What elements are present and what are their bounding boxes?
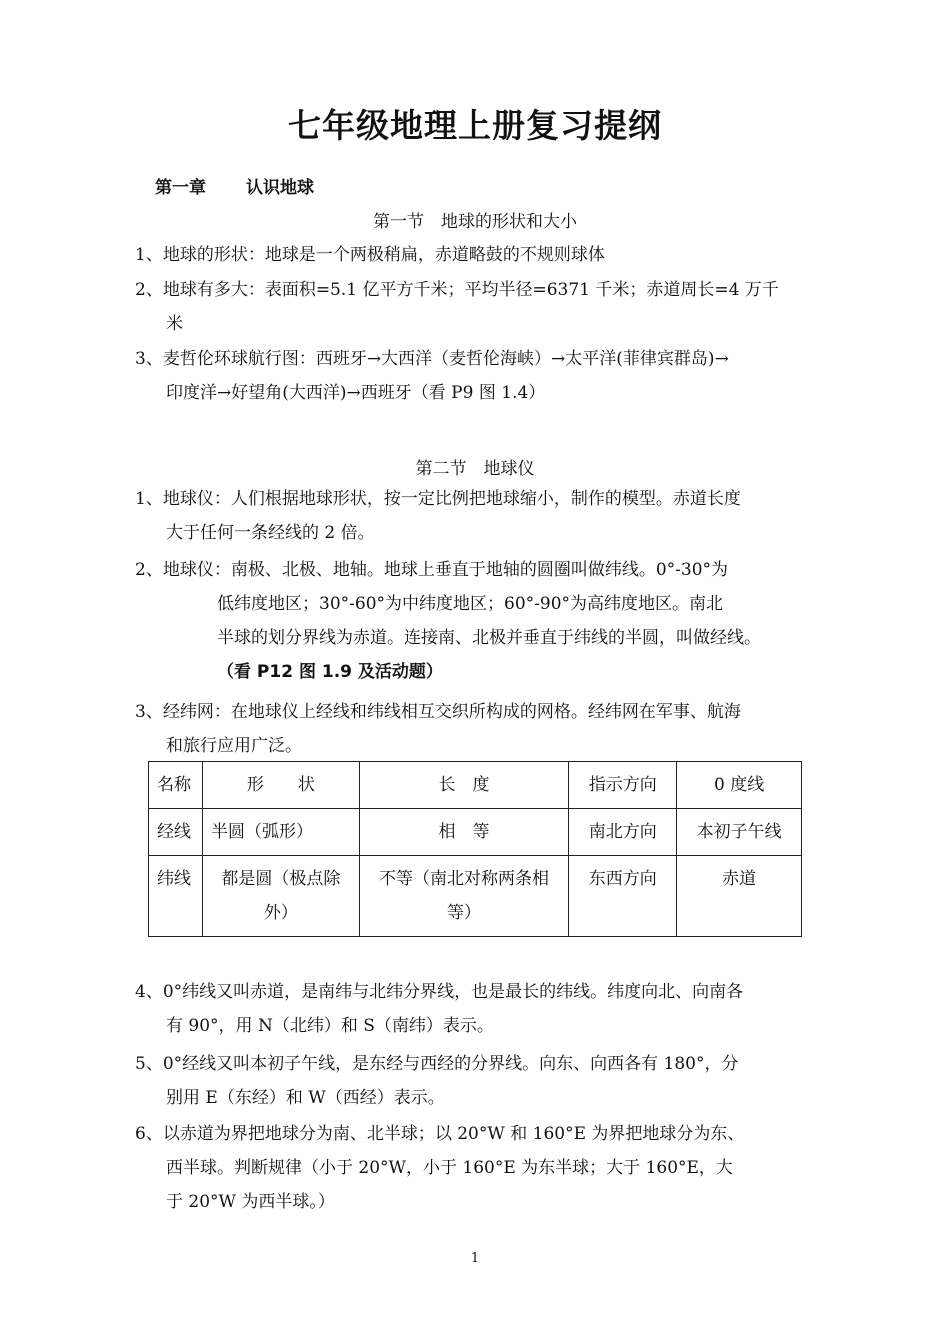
table-cell: 相 等: [359, 809, 569, 856]
page-title: 七年级地理上册复习提纲: [288, 106, 662, 145]
table-header-cell: 0 度线: [677, 762, 802, 809]
item-text: 于 20°W 为西半球。）: [166, 1192, 335, 1212]
item-text: 和旅行应用广泛。: [166, 736, 302, 756]
item-text: 米: [166, 314, 183, 334]
list-item: [135, 238, 815, 272]
chapter-number: 第一章: [155, 178, 206, 198]
table-header-cell: 名称: [149, 762, 203, 809]
table-row: [149, 856, 802, 937]
item-text: 1、地球的形状：地球是一个两极稍扁，赤道略鼓的不规则球体: [135, 245, 605, 265]
table-header-cell: 指示方向: [569, 762, 677, 809]
item-text: 3、经纬网：在地球仪上经线和纬线相互交织所构成的网格。经纬网在军事、航海: [135, 702, 741, 722]
table-cell: 经线: [149, 809, 203, 856]
section-heading-1: 第一节 地球的形状和大小: [373, 212, 577, 232]
item-text: 西半球。判断规律（小于 20°W，小于 160°E 为东半球；大于 160°E，大: [166, 1158, 733, 1178]
item-text: 印度洋→好望角(大西洋)→西班牙（看 P9 图 1.4）: [166, 383, 546, 403]
item-text: 别用 E（东经）和 W（西经）表示。: [166, 1088, 445, 1108]
list-item: [135, 695, 815, 763]
section-heading-2: 第二节 地球仪: [415, 459, 535, 479]
item-text: 5、0°经线又叫本初子午线，是东经与西经的分界线。向东、向西各有 180°，分: [135, 1054, 739, 1074]
item-text: 2、地球有多大：表面积=5.1 亿平方千米；平均半径=6371 千米；赤道周长=4 万千: [135, 280, 779, 300]
chapter-name: 认识地球: [246, 178, 314, 198]
chapter-heading: [155, 173, 354, 198]
list-item: [135, 975, 815, 1043]
table-cell: 都是圆（极点除外）: [202, 856, 359, 937]
list-item: [135, 1047, 815, 1115]
page-number: 1: [470, 1251, 480, 1266]
list-item: [135, 553, 815, 689]
table-cell: 纬线: [149, 856, 203, 937]
table-cell: 南北方向: [569, 809, 677, 856]
item-text: 3、麦哲伦环球航行图：西班牙→大西洋（麦哲伦海峡）→太平洋(菲律宾群岛)→: [135, 349, 729, 369]
table-header-cell: 长 度: [359, 762, 569, 809]
table-cell: 本初子午线: [677, 809, 802, 856]
table-row: [149, 809, 802, 856]
item-text: 4、0°纬线又叫赤道，是南纬与北纬分界线，也是最长的纬线。纬度向北、向南各: [135, 982, 744, 1002]
item-text: 6、以赤道为界把地球分为南、北半球；以 20°W 和 160°E 为界把地球分为东、: [135, 1124, 745, 1144]
item-text: 半球的划分界线为赤道。连接南、北极并垂直于纬线的半圆，叫做经线。: [217, 628, 761, 648]
item-text: 低纬度地区；30°-60°为中纬度地区；60°-90°为高纬度地区。南北: [217, 594, 724, 614]
table-header-row: [149, 762, 802, 809]
list-item: [135, 1117, 815, 1219]
item-text: （看 P12 图 1.9 及活动题）: [217, 662, 443, 682]
list-item: [135, 342, 815, 410]
table-cell: 东西方向: [569, 856, 677, 937]
item-text: 1、地球仪：人们根据地球形状，按一定比例把地球缩小，制作的模型。赤道长度: [135, 489, 741, 509]
item-text: 大于任何一条经线的 2 倍。: [166, 523, 375, 543]
item-text: 有 90°，用 N（北纬）和 S（南纬）表示。: [166, 1016, 494, 1036]
table-cell: 半圆（弧形）: [202, 809, 359, 856]
list-item: [135, 482, 815, 550]
table-cell: 不等（南北对称两条相等）: [359, 856, 569, 937]
table-header-cell: 形 状: [202, 762, 359, 809]
list-item: [135, 273, 815, 341]
table-cell: 赤道: [677, 856, 802, 937]
item-text: 2、地球仪：南极、北极、地轴。地球上垂直于地轴的圆圈叫做纬线。0°-30°为: [135, 560, 729, 580]
latitude-longitude-table: [148, 761, 802, 937]
